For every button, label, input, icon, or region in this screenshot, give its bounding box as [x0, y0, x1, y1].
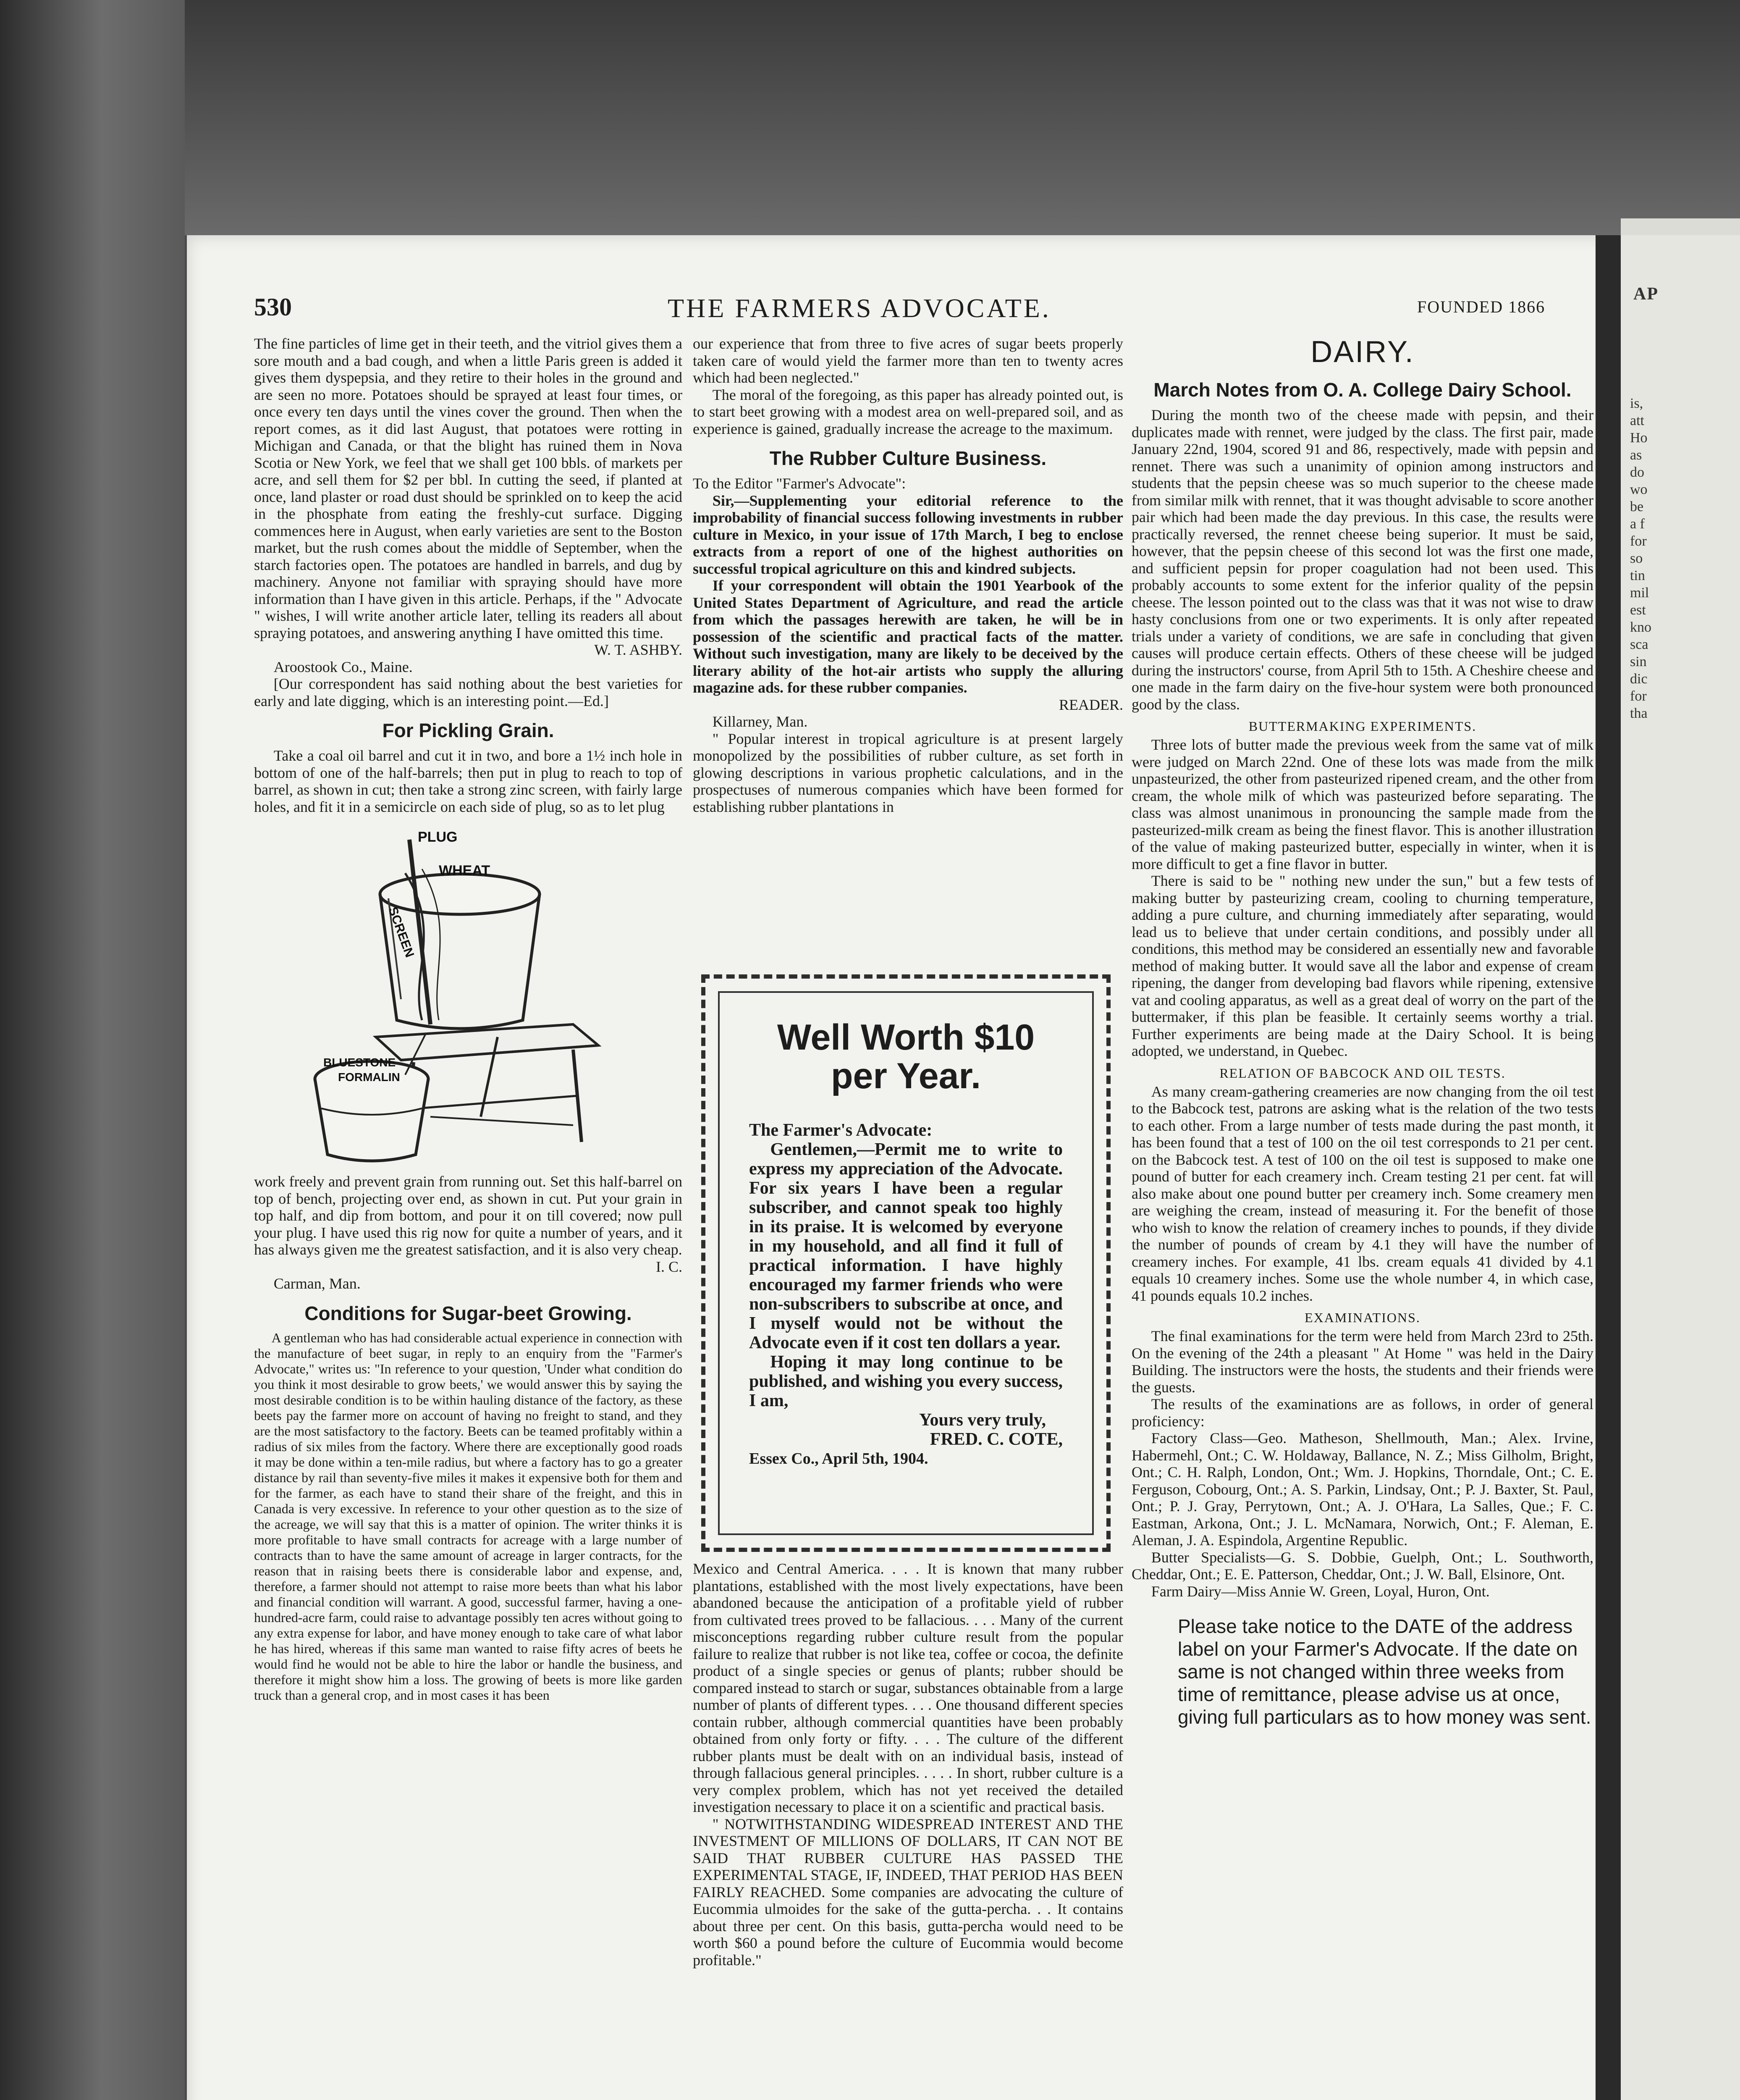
- adjacent-line: wo: [1630, 482, 1648, 497]
- to-editor-line: To the Editor "Farmer's Advocate":: [693, 475, 906, 492]
- signature-ic: I. C.: [656, 1258, 682, 1275]
- dairy-text-2: Three lots of butter made the previous week from the same vat of milk were judged on March 22nd. One of these lots was made from the milk unpasteurized, the other from pasteurized ripened cream, and the other from cream, the whole milk of which was pasteurized before separating. The class was almost unanimous in pronouncing the sample made from the pasteurized-milk cream as being the finest flavor. This is another illustration of the value of making pasteurized butter, especially in winter, when it is more difficult to get a fine flavor in butter.: [1132, 736, 1593, 872]
- page-number: 530: [254, 293, 292, 321]
- dairy-text-3: There is said to be " nothing new under the sun," but a few tests of making butter by pasteurizing cream, cooling to churning temperature, adding a pure culture, and churning immediately after separating, would lead us to believe that under certain conditions, and possibly under all conditions, this method may be considered an essentially new and favorable method of making butter. It would save all the labor and expense of cream ripening, the danger from developing bad flavors while ripening, extensive vat and cooling apparatus, as well as a great deal of worry on the part of the buttermaker, if this plan be feasible. It certainly seems worthy a trial. Further experiments are being made at the Dairy School. It is being adopted, we understand, in Quebec.: [1132, 872, 1593, 1059]
- heading-buttermaking: BUTTERMAKING EXPERIMENTS.: [1248, 719, 1477, 734]
- ad-closing: Yours very truly,: [919, 1410, 1046, 1430]
- adjacent-line: mil: [1630, 585, 1649, 601]
- heading-march-notes: March Notes from O. A. College Dairy School.: [1153, 379, 1572, 401]
- rubber-quote-3: " NOTWITHSTANDING WIDESPREAD INTEREST AND THE INVESTMENT OF MILLIONS OF DOLLARS, IT CAN NOT BE SAID THAT RUBBER CULTURE HAS PASSED THE EXPERIMENTAL STAGE, IF, INDEED, THAT PERIOD HAS BEEN FAIRLY REACHED. Some companies are advocating the culture of Eucommia ulmoides for the sake of the gutta-percha. . . It contains about three per cent. On this basis, gutta-percha would need to be worth $60 a pound before the culture of Eucommia would become profitable.": [693, 1815, 1123, 1969]
- place-aroostook: Aroostook Co., Maine.: [273, 658, 413, 675]
- ad-salutation: The Farmer's Advocate:: [749, 1121, 933, 1140]
- pickling-text-2: work freely and prevent grain from running out. Set this half-barrel on top of bench, projecting over end, as shown in cut. Put your grain in top half, and dip from bottom, and pour it on till covered; now pull your plug. I have used this rig now for quite a number of years, and it has always given me the greatest satisfaction, and it is also very cheap.: [254, 1173, 682, 1258]
- newspaper-page: [187, 235, 1623, 2100]
- dairy-text-7: Factory Class—Geo. Matheson, Shellmouth, Man.; Alex. Irvine, Habermehl, Ont.; C. W. Holdaway, Ballance, N. Z.; Miss Gilholm, Bright, Ont.; C. H. Ralph, London, Ont.; Wm. J. Hopkins, Thorndale, Ont.; C. E. Ferguson, Cobourg, Ont.; A. S. Parkin, Lindsay, Ont.; P. J. Baxter, St. Paul, Ont.; P. J. Gray, Perrytown, Ont.; A. J. O'Hara, La Salles, Que.; F. C. Eastman, Arkona, Ont.; J. L. McNamara, Norwich, Ont.; F. Aleman, E. Aleman, J. A. Espindola, Argentine Republic.: [1132, 1430, 1593, 1549]
- testimonial-inner-frame: [718, 991, 1094, 1535]
- adjacent-line: do: [1630, 465, 1644, 480]
- adjacent-line: a f: [1630, 516, 1645, 532]
- adjacent-line: tin: [1630, 568, 1645, 583]
- adjacent-line: kno: [1630, 620, 1651, 635]
- heading-examinations: EXAMINATIONS.: [1305, 1310, 1420, 1325]
- adjacent-line: Ho: [1630, 430, 1648, 446]
- column-3: [1132, 335, 1593, 1728]
- editor-note: [Our correspondent has said nothing about the best varieties for early and late digging, which is an interesting point.—Ed.]: [254, 675, 682, 709]
- label-plug: PLUG: [418, 829, 458, 845]
- dairy-text-6: The results of the examinations are as follows, in order of general proficiency:: [1132, 1396, 1593, 1430]
- date-label-notice: Please take notice to the DATE of the address label on your Farmer's Advocate. If the date on same is not changed within three weeks from time of remittance, please advise us at once, giving full particulars as to how money was sent.: [1178, 1615, 1591, 1728]
- column-2: [693, 335, 1123, 815]
- rubber-quote-2: Mexico and Central America. . . . It is known that many rubber plantations, established with the most lively expectations, have been abandoned because the anticipation of a profitable yield of rubber from cultivated trees proved to be fallacious. . . . Many of the current misconceptions regarding rubber culture result from the popular failure to realize that rubber is not like tea, coffee or cocoa, the definite product of a single species or genus of plants; rubber should be compared instead to starch or sugar, substances obtainable from a large number of plants of different types. . . . One thousand different species contain rubber, although commercial quantities have been probably obtained from only forty or fifty. . . . The culture of the different rubber plants must be dealt with on an individual basis, instead of through fallacious general principles. . . . . In short, rubber culture is a very complex problem, which has not yet received the detailed investigation necessary to place it on a scientific and practical basis.: [693, 1560, 1123, 1815]
- rubber-quote-1: " Popular interest in tropical agriculture is at present largely monopolized by the possibilities of rubber culture, as set forth in glowing descriptions in various prophetic calculations, and in the prospectuses of numerous companies which have been formed for establishing rubber plantations in: [693, 730, 1123, 815]
- dairy-text-9: Farm Dairy—Miss Annie W. Green, Loyal, Huron, Ont.: [1151, 1583, 1490, 1600]
- scan-shadow-top: [0, 0, 1740, 235]
- label-wheat: WHEAT: [439, 863, 490, 879]
- ad-place: Essex Co., April 5th, 1904.: [749, 1450, 928, 1467]
- heading-pickling-grain: For Pickling Grain.: [382, 719, 554, 741]
- adjacent-line: tha: [1630, 706, 1648, 721]
- adjacent-line: att: [1630, 413, 1644, 428]
- page-header: [187, 293, 1623, 326]
- adjacent-line: for: [1630, 533, 1647, 549]
- label-bluestone: BLUESTONE: [323, 1056, 396, 1069]
- adjacent-line: is,: [1630, 396, 1643, 411]
- ad-body: [749, 1121, 1063, 1468]
- heading-babcock: RELATION OF BABCOCK AND OIL TESTS.: [1219, 1065, 1506, 1081]
- adjacent-line: for: [1630, 688, 1647, 704]
- sugar-beet-continued: our experience that from three to five acres of sugar beets properly taken care of would yield the farmer more than ten to twenty acres which had been neglected.": [693, 335, 1123, 386]
- ad-title: Well Worth $10 per Year.: [777, 1017, 1035, 1096]
- label-screen: SCREEN: [385, 905, 417, 959]
- pickling-rig-illustration: [304, 823, 607, 1167]
- section-dairy: DAIRY.: [1310, 335, 1415, 369]
- founded-date: FOUNDED 1866: [1417, 297, 1546, 316]
- adjacent-line: as: [1630, 447, 1642, 463]
- adjacent-line: sin: [1630, 654, 1647, 669]
- ad-signature: FRED. C. COTE,: [930, 1430, 1063, 1449]
- signature-ashby: W. T. ASHBY.: [594, 641, 682, 658]
- ad-body-1: Gentlemen,—Permit me to write to express my appreciation of the Advocate. For six years I have been a regular subscriber, and cannot speak too highly in its praise. It is welcomed by everyone in my household, and all find it full of practical information. I have highly encouraged my farmer friends who were non-subscribers to subscribe at once, and I myself would not be without the Advocate even if it cost ten dollars a year.: [749, 1140, 1063, 1352]
- adjacent-page-fragment: [1621, 235, 1740, 2100]
- label-formalin: FORMALIN: [338, 1071, 400, 1084]
- pickling-text-1: Take a coal oil barrel and cut it in two, and bore a 1½ inch hole in bottom of one of the half-barrels; then put in plug to reach to top of barrel, as shown in cut; then take a strong zinc screen, with fairly large holes, and fit it in a semicircle on each side of plug, so as to let plug: [254, 747, 682, 815]
- rubber-letter-1: Sir,—Supplementing your editorial reference to the improbability of financial success following investments in rubber culture in Mexico, in your issue of 17th March, I beg to enclose extracts from a report of one of the highest authorities on successful tropical agriculture on this and kindred subjects.: [693, 492, 1123, 577]
- sugar-beet-text: A gentleman who has had considerable actual experience in connection with the manufacture of beet sugar, in reply to an enquiry from the "Farmer's Advocate," writes us: "In reference to your question, 'Under what condition do you think it most desirable to grow beets,' we would answer this by saying the most desirable condition is to be within hauling distance of the factory, as these beets pay the farmer more on account of having no freight to stand, and they are the most satisfactory to the factory. Beets can be teamed profitably within a radius of six miles from the factory. Where there are exceptionally good roads it may be done within a ten-mile radius, but where a factory has to go a greater distance by rail than seventy-five miles it makes it expensive both for them and for the farmer, as each have to stand their share of the freight, and this in Canada is very excessive. In reference to your other question as to the size of the acreage, we will say that this is a matter of opinion. The writer thinks it is more profitable to have small contracts for acreage with a large number of contracts than to have the same amount of acreage in larger contracts, for the reason that in raising beets there is considerable labor and expense, and, therefore, a farmer should not attempt to raise more beets than what his labor and financial condition will warrant. A good, successful farmer, having a one-hundred-acre farm, could raise to advantage possibly ten acres without going to any extra expense for labor, and have money enough to take care of what labor he has hired, whereas if this same man wanted to raise fifty acres of beets he would find he would not be able to hire the labor or handle the business, and therefore it might show him a loss. The growing of beets is more like garden truck than a general crop, and in most cases it has been: [254, 1330, 682, 1703]
- dairy-text-5: The final examinations for the term were held from March 23rd to 25th. On the evening of the 24th a pleasant " At Home " was held in the Dairy Building. The instructors were the hosts, the students and their friends were the guests.: [1132, 1328, 1593, 1396]
- page-gutter: [1596, 235, 1621, 2100]
- article-potatoes-text: The fine particles of lime get in their teeth, and the vitriol gives them a sore mouth and a bad cough, and when a little Paris green is added it gives them dyspepsia, and they retire to their holes in the ground and are seen no more. Potatoes should be sprayed at least four times, or once every ten days until the vines cover the ground. Then when the report comes, as it did last August, that potatoes were rotting in Michigan and Canada, or that the blight has ruined them in Nova Scotia or New York, we feel that we shall get 100 bbls. of markets per acre, and sell them for $2 per bbl. In cutting the seed, if planted at once, land plaster or road dust should be sprinkled on to keep the acid in the phosphate from eating the freshly-cut surface. Digging commences here in August, when early varieties are sent to the Boston market, but the rush comes about the middle of September, when the starch factories open. The potatoes are handled in barrels, and dug by machinery. Anyone not familiar with spraying should have more information than I have given in this article. Perhaps, if the " Advocate " wishes, I will write another article later, telling its readers all about spraying potatoes, and answering anything I have omitted this time.: [254, 335, 682, 641]
- place-carman: Carman, Man.: [273, 1275, 361, 1292]
- heading-sugar-beet: Conditions for Sugar-beet Growing.: [304, 1302, 632, 1324]
- adjacent-line: so: [1630, 551, 1643, 566]
- dairy-text-1: During the month two of the cheese made with pepsin, and their duplicates made with rennet, were judged by the class. The first pair, made January 22nd, 1904, scored 91 and 86, respectively, made with pepsin and rennet. There was such a unanimity of opinion among instructors and students that the pepsin cheese was so much superior to the cheese made from similar milk with rennet, that it was thought advisable to score another pair which had been made the day previous. In this case, the results were practically reversed, the rennet cheese being superior. It must be said, however, that the pepsin cheese of this second lot was the first one made, and sufficient pepsin for proper coagulation had not been used. This probably accounts to some extent for the inferior quality of the pepsin cheese. The lesson pointed out to the class was that it was not wise to draw hasty conclusions from one or two experiments. It is only after repeated trials under a variety of conditions, we are safe in concluding that given causes will produce certain effects. Others of these cheese will be judged during the instructors' course, from April 5th to 15th. A Cheshire cheese and one made in the farm dairy on the five-hour system were both pronounced good by the class.: [1132, 407, 1593, 713]
- barrel-bench-drawing: [304, 823, 607, 1167]
- column-1: [254, 335, 682, 1703]
- sugar-beet-moral: The moral of the foregoing, as this paper has already pointed out, is to start beet growing with a modest area on well-prepared soil, and as experience is gained, gradually increase the acreage to the maximum.: [693, 386, 1123, 437]
- adjacent-line: est: [1630, 602, 1646, 618]
- dairy-text-8: Butter Specialists—G. S. Dobbie, Guelph, Ont.; L. Southworth, Cheddar, Ont.; E. E. Patterson, Cheddar, Ont.; J. W. Ball, Elsinore, Ont.: [1132, 1549, 1593, 1583]
- ad-body-2: Hoping it may long continue to be published, and wishing you every success, I am,: [749, 1352, 1063, 1410]
- column-2-lower: [693, 1560, 1123, 1969]
- adjacent-line: be: [1630, 499, 1644, 514]
- adjacent-line: dic: [1630, 671, 1648, 687]
- scan-shadow-left: [0, 0, 185, 2100]
- adjacent-header: AP: [1633, 284, 1659, 304]
- masthead-title: THE FARMERS ADVOCATE.: [668, 293, 1051, 323]
- heading-rubber-culture: The Rubber Culture Business.: [769, 447, 1047, 469]
- dairy-text-4: As many cream-gathering creameries are now changing from the oil test to the Babcock test, patrons are asking what is the relation of the two tests to each other. From a large number of tests made during the past month, it has been found that a test of 100 on the oil test corresponds to 21 per cent. on the Babcock test. A test of 100 on the oil test is supposed to make one pound of butter for each creamery inch. Cream testing 21 per cent. fat will also make about one pound butter per creamery inch. Some creamery men are weighing the cream, instead of measuring it. For the benefit of those who wish to know the relation of creamery inches to pounds, if they divide the number of pounds of cream by 4.1 they will have the number of creamery inches. For example, 41 lbs. cream equals 41 divided by 4.1 equals 10 creamery inches. Some use the whole number 4, in which case, 41 pounds equals 10.2 inches.: [1132, 1083, 1593, 1304]
- testimonial-advertisement: [701, 974, 1111, 1552]
- place-killarney: Killarney, Man.: [712, 713, 808, 730]
- adjacent-line: sca: [1630, 637, 1648, 652]
- rubber-letter-2: If your correspondent will obtain the 1901 Yearbook of the United States Department of Agriculture, and read the article from which the passages herewith are taken, he will be in possession of the scientific and practical facts of the matter. Without such investigation, many are likely to be deceived by the literary ability of the hot-air artists who supply the alluring magazine ads. for these rubber companies.: [693, 577, 1123, 696]
- signature-reader: READER.: [1059, 696, 1123, 713]
